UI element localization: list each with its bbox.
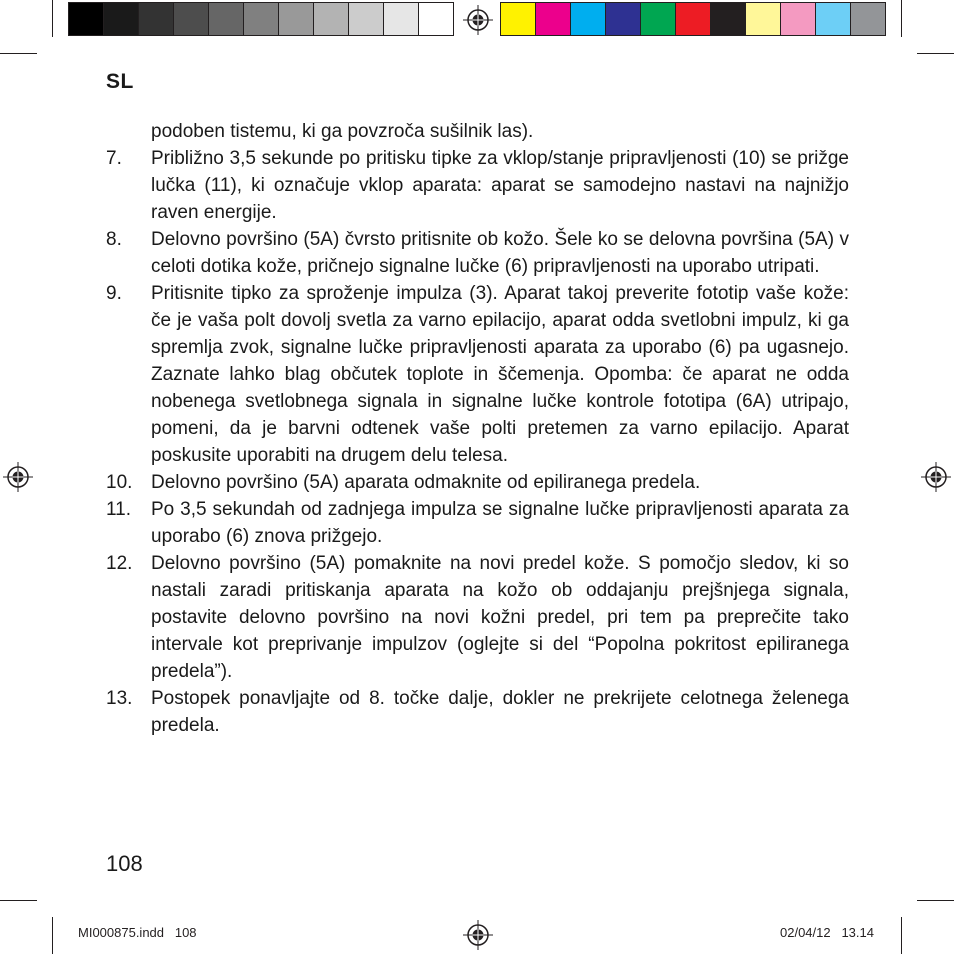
- color-swatch: [174, 3, 209, 35]
- list-item: [106, 469, 849, 496]
- color-swatch: [571, 3, 606, 35]
- list-item-text: Delovno površino (5A) aparata odmaknite od epiliranega predela.: [151, 472, 701, 493]
- registration-mark-icon: [463, 5, 493, 35]
- color-swatch: [139, 3, 174, 35]
- list-item: [106, 550, 849, 685]
- color-swatch: [606, 3, 641, 35]
- color-swatch: [851, 3, 885, 35]
- list-item: [106, 280, 849, 469]
- color-swatch: [676, 3, 711, 35]
- crop-mark: [0, 900, 37, 901]
- color-swatch: [279, 3, 314, 35]
- list-item-text: Pritisnite tipko za sproženje impulza (3). Aparat takoj preverite fototip vaše kože: če je vaša polt dovolj svetla za varno epilacijo, aparat odda svetlobni impulz, ki ga spremlja zvok, signalne lučke pripravljenosti aparata za uporabo (6) pa ugasnejo. Zaznate lahko blag občutek toplote in ščemenja. Opomba: če aparat ne odda nobenega svetlobnega signala in signalne lučke kontrole fototipa (6A) utripajo, pomeni, da je barvni odtenek vaše polti pretemen za varno epilacijo. Aparat poskusite uporabiti na drugem delu telesa.: [151, 283, 849, 466]
- color-swatch: [349, 3, 384, 35]
- color-swatch: [501, 3, 536, 35]
- color-swatch-bar: [500, 2, 886, 36]
- crop-mark: [0, 53, 37, 54]
- page-number: 108: [106, 851, 143, 876]
- color-swatch: [746, 3, 781, 35]
- registration-mark-icon: [3, 462, 33, 492]
- list-item-text: Približno 3,5 sekunde po pritisku tipke za vklop/stanje pripravljenosti (10) se prižge lučka (11), ki označuje vklop aparata: aparat se samodejno nastavi na najnižjo raven energije.: [151, 148, 849, 223]
- color-swatch: [244, 3, 279, 35]
- color-swatch: [781, 3, 816, 35]
- crop-mark: [52, 0, 53, 37]
- gray-swatch-bar: [68, 2, 454, 36]
- list-item: [106, 226, 849, 280]
- instruction-list: [106, 145, 849, 739]
- list-item: [106, 685, 849, 739]
- crop-mark: [52, 917, 53, 954]
- color-swatch: [816, 3, 851, 35]
- crop-mark: [917, 900, 954, 901]
- list-item: [106, 145, 849, 226]
- color-swatch: [419, 3, 453, 35]
- list-item-number: 12.: [106, 553, 133, 574]
- color-swatch: [209, 3, 244, 35]
- list-item-number: 13.: [106, 688, 133, 709]
- color-swatch: [384, 3, 419, 35]
- color-swatch: [536, 3, 571, 35]
- list-item-text: Postopek ponavljajte od 8. točke dalje, dokler ne prekrijete celotnega želenega predela.: [151, 688, 849, 736]
- intro-text: podoben tistemu, ki ga povzroča sušilnik las).: [151, 121, 534, 142]
- list-item-number: 7.: [106, 148, 122, 169]
- list-item: [106, 496, 849, 550]
- color-swatch: [69, 3, 104, 35]
- date-slug: 02/04/12 13.14: [780, 925, 874, 940]
- color-swatch: [711, 3, 746, 35]
- instructions-content: [106, 118, 849, 739]
- crop-mark: [901, 917, 902, 954]
- color-swatch: [104, 3, 139, 35]
- list-item-text: Po 3,5 sekundah od zadnjega impulza se signalne lučke pripravljenosti aparata za uporabo (6) znova prižgejo.: [151, 499, 849, 547]
- list-item-number: 9.: [106, 283, 122, 304]
- file-slug: MI000875.indd 108: [78, 925, 197, 940]
- registration-mark-icon: [921, 462, 951, 492]
- language-code: SL: [106, 70, 134, 93]
- crop-mark: [917, 53, 954, 54]
- list-item-number: 11.: [106, 499, 132, 520]
- list-item-text: Delovno površino (5A) čvrsto pritisnite ob kožo. Šele ko se delovna površina (5A) v celoti dotika kože, pričnejo signalne lučke (6) pripravljenosti na uporabo utripati.: [151, 229, 849, 277]
- list-item-number: 10.: [106, 472, 133, 493]
- color-swatch: [641, 3, 676, 35]
- list-item-text: Delovno površino (5A) pomaknite na novi predel kože. S pomočjo sledov, ki so nastali zaradi pritiskanja aparata na kožo ob oddajanju prejšnjega signala, postavite delovno površino na novi kožni predel, pri tem pa preprečite tako intervale kot preprivanje impulzov (oglejte si del “Popolna pokritost epiliranega predela”).: [151, 553, 849, 682]
- list-item-number: 8.: [106, 229, 122, 250]
- crop-mark: [901, 0, 902, 37]
- color-swatch: [314, 3, 349, 35]
- registration-mark-icon: [463, 920, 493, 950]
